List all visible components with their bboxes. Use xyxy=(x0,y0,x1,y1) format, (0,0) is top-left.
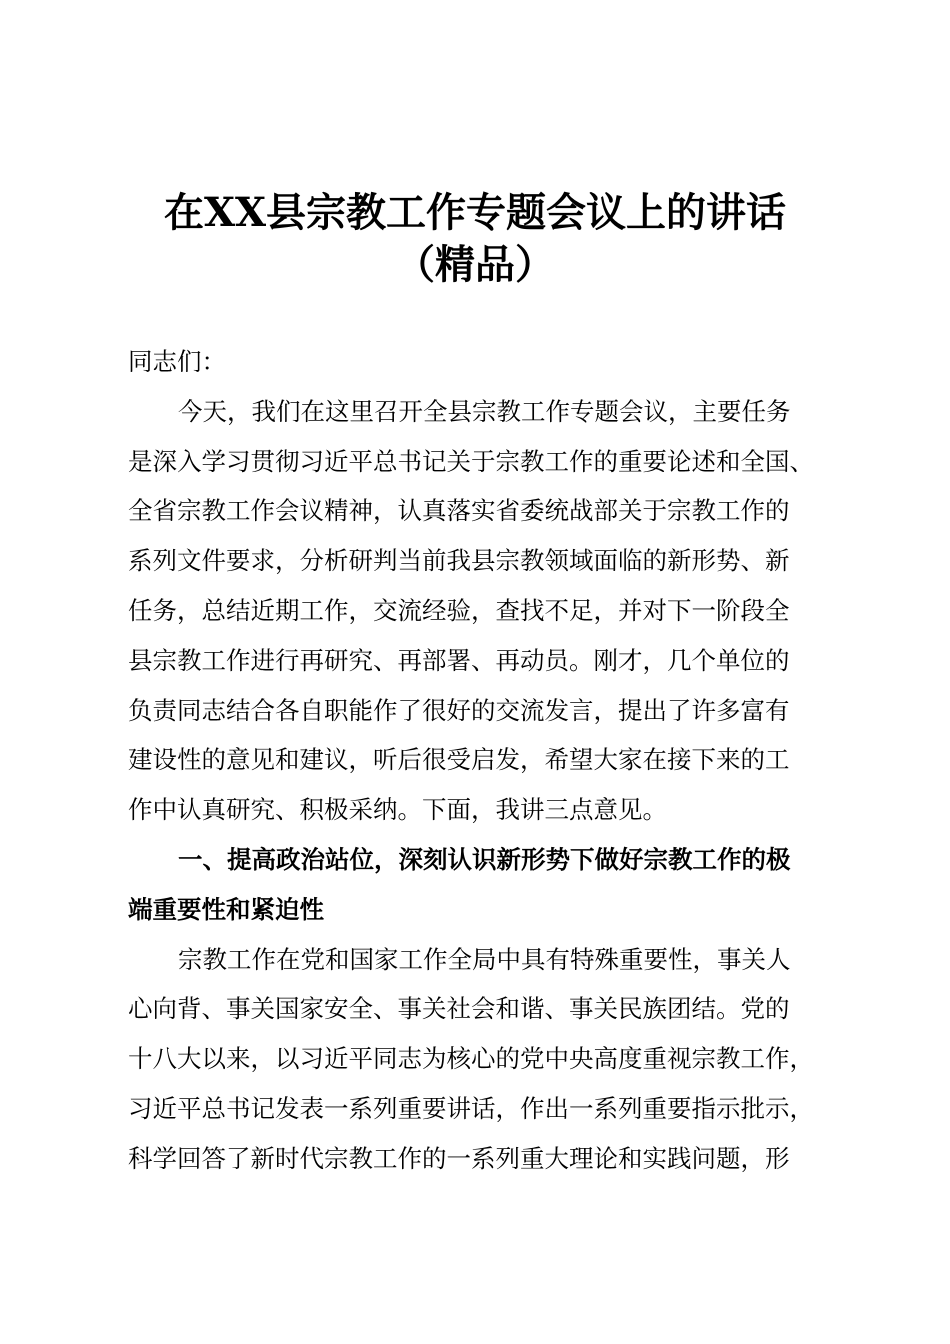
section-heading xyxy=(128,835,858,935)
paragraph xyxy=(128,387,858,835)
document-title xyxy=(0,187,950,291)
text-line: 宗教工作在党和国家工作全局中具有特殊重要性，事关人 xyxy=(178,944,791,974)
text-line: 心向背、事关国家安全、事关社会和谐、事关民族团结。党的 xyxy=(128,994,790,1024)
salutation: 同志们： xyxy=(128,347,226,376)
text-line: 科学回答了新时代宗教工作的一系列重大理论和实践问题，形 xyxy=(128,1143,790,1173)
title-line-2: （精品） xyxy=(395,241,555,288)
text-line: 端重要性和紧迫性 xyxy=(128,894,324,924)
text-line: 全省宗教工作会议精神，认真落实省委统战部关于宗教工作的 xyxy=(128,496,790,526)
text-line: 十八大以来，以习近平同志为核心的党中央高度重视宗教工作， xyxy=(128,1044,814,1074)
document-body xyxy=(128,337,858,1184)
text-line: 一、提高政治站位，深刻认识新形势下做好宗教工作的极 xyxy=(178,844,791,874)
text-line: 建设性的意见和建议，听后很受启发，希望大家在接下来的工 xyxy=(128,745,790,775)
text-line: 负责同志结合各自职能作了很好的交流发言，提出了许多富有 xyxy=(128,695,790,725)
text-line: 系列文件要求，分析研判当前我县宗教领域面临的新形势、新 xyxy=(128,546,790,576)
text-line: 是深入学习贯彻习近平总书记关于宗教工作的重要论述和全国、 xyxy=(128,446,814,476)
paragraph xyxy=(128,935,858,1184)
text-line: 县宗教工作进行再研究、再部署、再动员。刚才，几个单位的 xyxy=(128,645,790,675)
text-line: 作中认真研究、积极采纳。下面，我讲三点意见。 xyxy=(128,795,667,825)
text-line: 今天，我们在这里召开全县宗教工作专题会议，主要任务 xyxy=(178,396,791,426)
text-line: 习近平总书记发表一系列重要讲话，作出一系列重要指示批示， xyxy=(128,1093,814,1123)
title-line-1: 在XX县宗教工作专题会议上的讲话 xyxy=(163,189,787,236)
text-line: 任务，总结近期工作，交流经验，查找不足，并对下一阶段全 xyxy=(128,595,790,625)
